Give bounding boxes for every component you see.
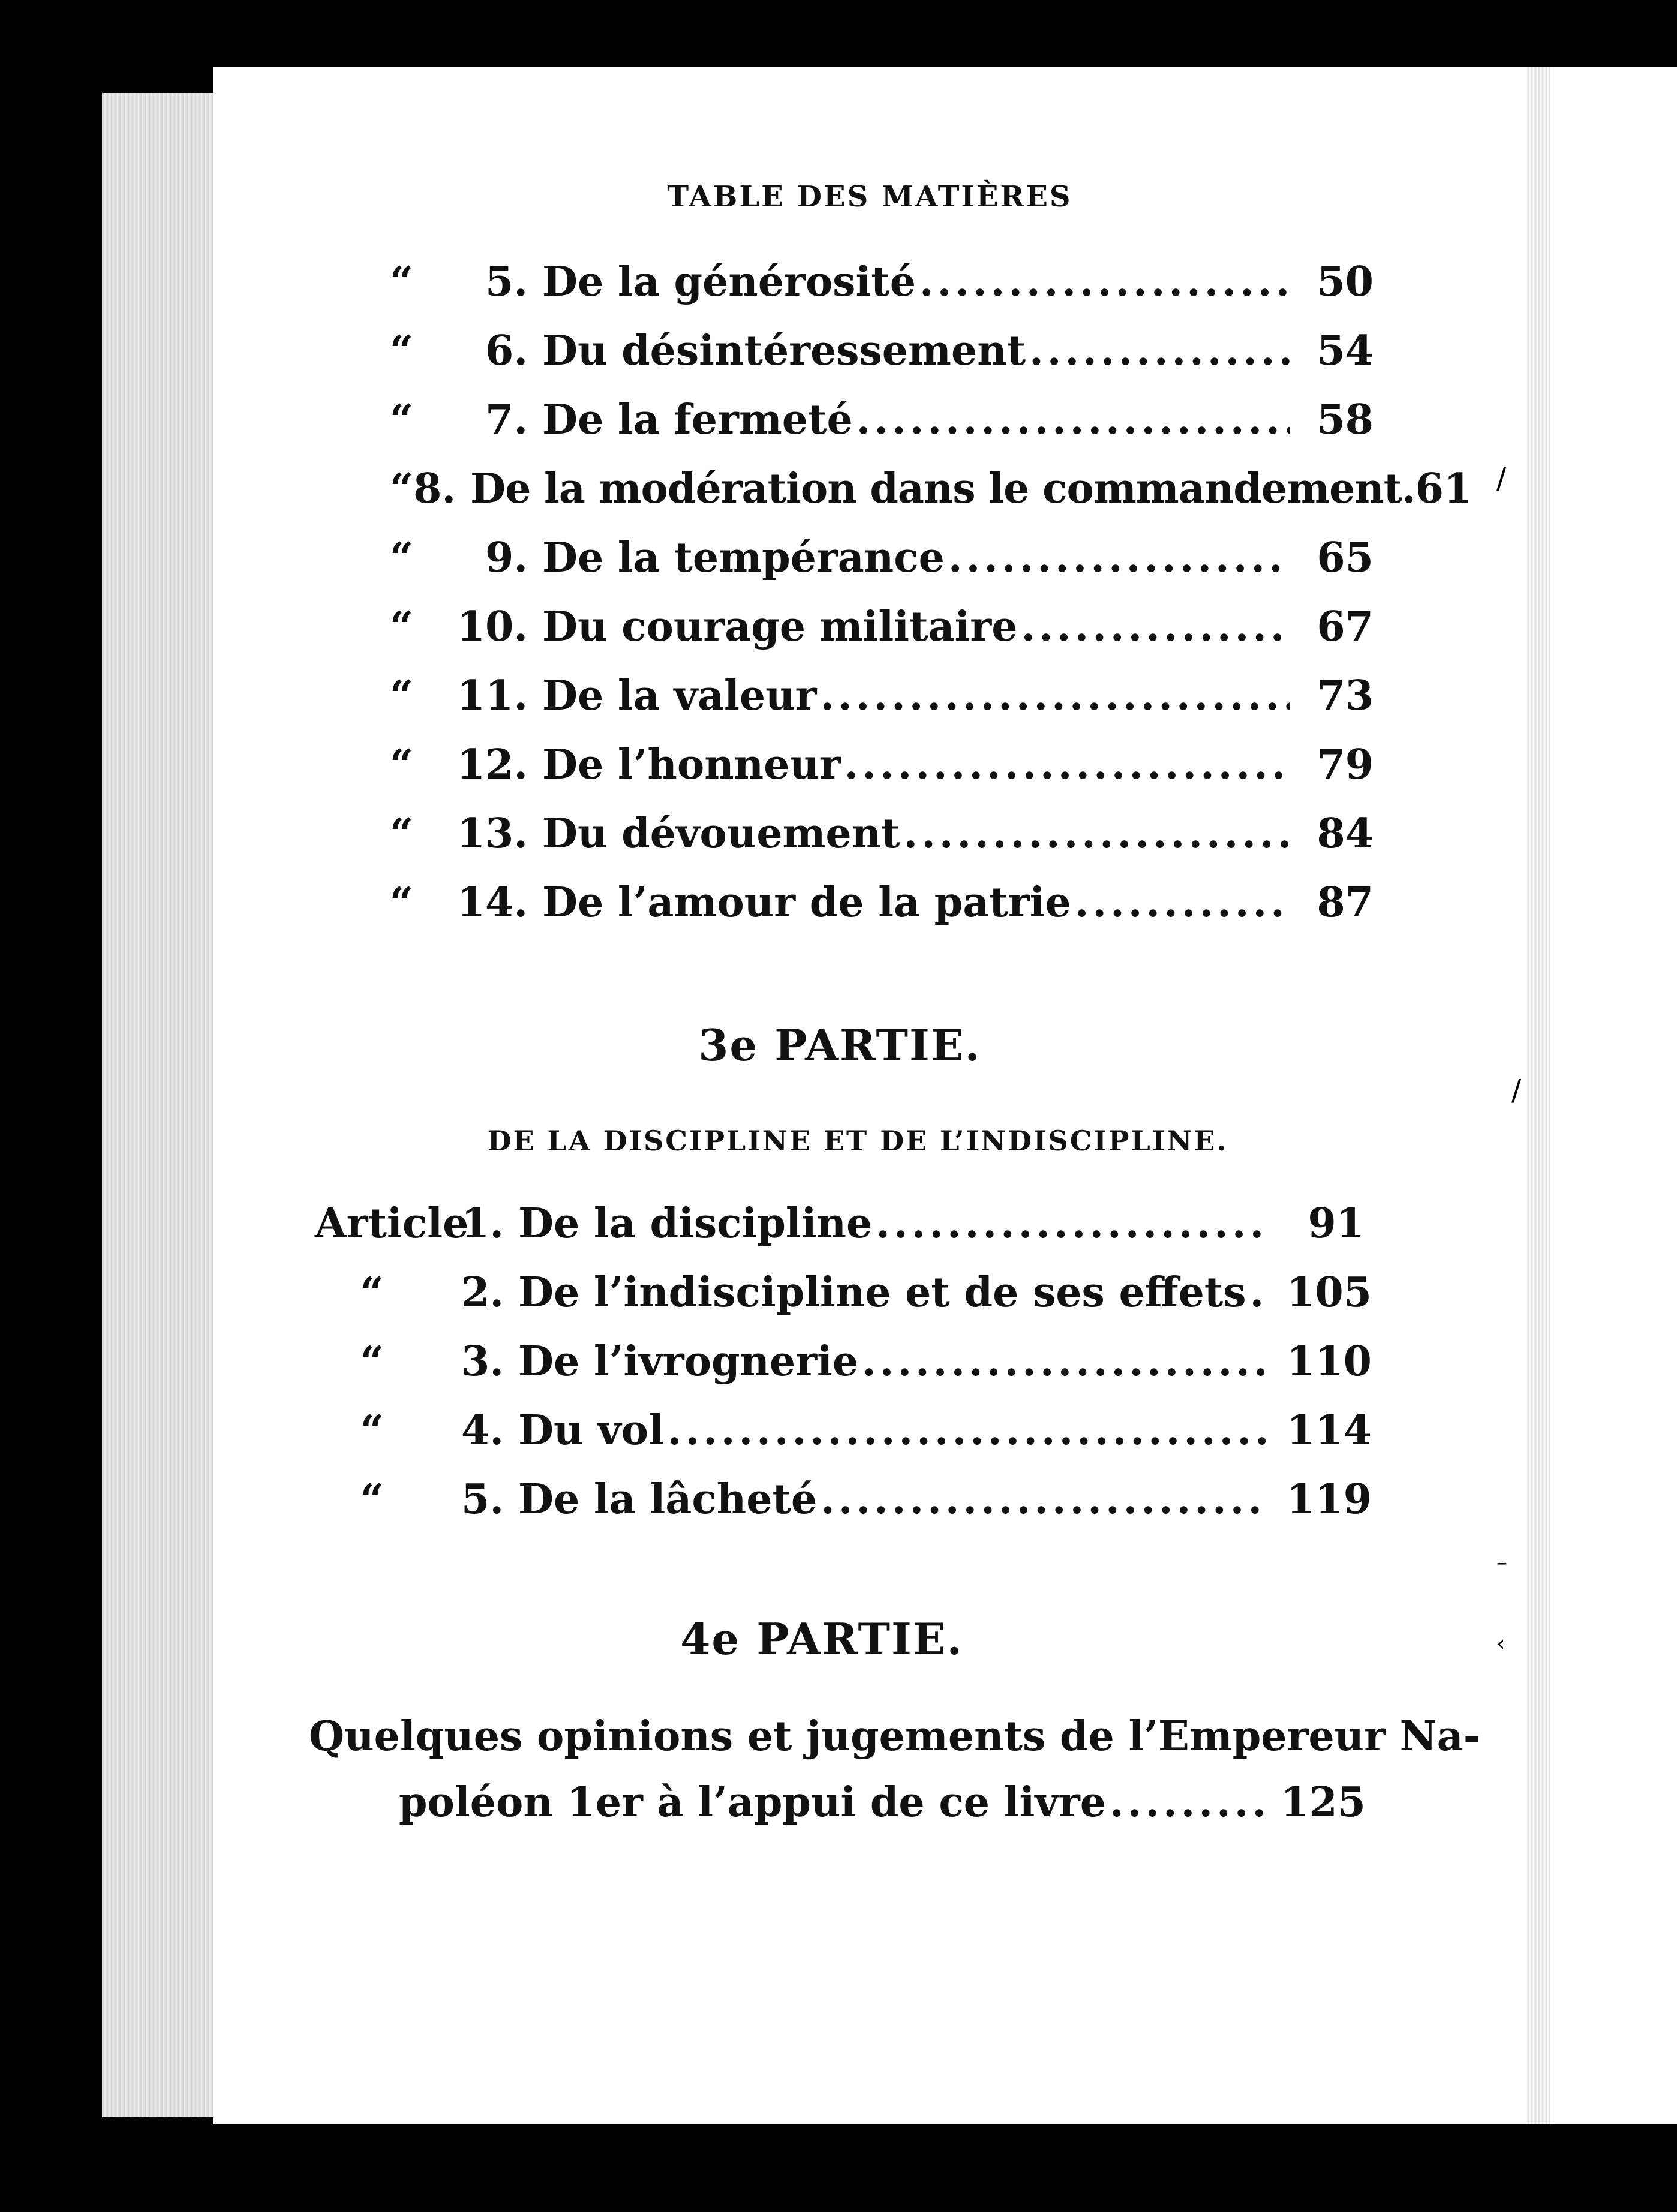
entry-page: 54 (1317, 327, 1374, 375)
entry-page: 105 (1287, 1269, 1372, 1317)
ditto-mark: “ (360, 1338, 384, 1385)
dot-leader (844, 741, 1290, 789)
dot-leader (856, 396, 1290, 444)
scan-mark: / (1511, 1074, 1522, 1107)
dot-leader (876, 1200, 1269, 1248)
entry-number: 11. (456, 672, 528, 720)
part4-entry-line2: poléon 1er à l’appui de ce livre (399, 1778, 1106, 1826)
entry-title: De l’ivrognerie (518, 1338, 859, 1385)
entry-number: 12. (456, 741, 528, 789)
entry-page: 67 (1317, 603, 1374, 651)
scan-mark: – (1496, 1550, 1507, 1575)
part4-entry-line1: Quelques opinions et jugements de l’Empereur Na- (309, 1712, 1481, 1760)
toc-entry (315, 1200, 1365, 1260)
scan-mark: / (945, 33, 953, 61)
toc-entry (390, 741, 1374, 801)
dot-leader (1029, 327, 1290, 375)
entry-title: Du désintéressement (542, 327, 1026, 375)
entry-page: 110 (1287, 1338, 1372, 1385)
entry-title: Du dévouement (542, 810, 900, 858)
toc-entry (390, 672, 1374, 732)
dot-leader (919, 258, 1290, 306)
entry-title: De la lâcheté (518, 1475, 818, 1523)
article-label: Article (315, 1200, 469, 1248)
ditto-mark: “ (390, 741, 414, 789)
entry-number: 6. (485, 327, 528, 375)
ditto-mark: “ (360, 1475, 384, 1523)
toc-entry (315, 1475, 1372, 1535)
entry-number: 5. (485, 258, 528, 306)
dot-leader (821, 1475, 1269, 1523)
entry-page: 125 (1281, 1778, 1366, 1826)
entry-page: 73 (1317, 672, 1374, 720)
toc-entry (390, 603, 1374, 663)
entry-title: De la valeur (542, 672, 817, 720)
entry-number: 3. (461, 1338, 504, 1385)
entry-number: 5. (461, 1475, 504, 1523)
entry-page: 58 (1317, 396, 1374, 444)
page-edge (102, 93, 213, 2117)
entry-number: 1. (461, 1200, 504, 1248)
scan-mark: / (1496, 462, 1507, 495)
toc-entry (399, 1778, 1366, 1838)
toc-entry (390, 396, 1374, 456)
dot-leader (1110, 1778, 1263, 1826)
scan-mark: ‹ (1496, 1631, 1505, 1656)
ditto-mark: “ (390, 258, 414, 306)
entry-page: 114 (1287, 1406, 1372, 1454)
entry-number: 4. (461, 1406, 504, 1454)
entry-page: 119 (1287, 1475, 1372, 1523)
entry-title: De la générosité (542, 258, 916, 306)
ditto-mark: “ (390, 396, 414, 444)
ditto-mark: “ (360, 1406, 384, 1454)
toc-entry (390, 879, 1374, 939)
ditto-mark: “ (390, 465, 414, 513)
dot-leader (820, 672, 1290, 720)
scan-mark: | (1194, 36, 1202, 64)
part3-title: 3e PARTIE. (698, 1020, 981, 1071)
entry-page: 84 (1317, 810, 1374, 858)
entry-page: 91 (1308, 1200, 1365, 1248)
dot-leader (904, 810, 1290, 858)
entry-number: 13. (456, 810, 528, 858)
ditto-mark: “ (360, 1269, 384, 1317)
entry-page: 87 (1317, 879, 1374, 927)
entry-number: 7. (485, 396, 528, 444)
dot-leader (1021, 603, 1290, 651)
part3-subtitle: DE LA DISCIPLINE ET DE L’INDISCIPLINE. (487, 1125, 1228, 1157)
entry-title: Du courage militaire (542, 603, 1018, 651)
dot-leader (1250, 1269, 1269, 1317)
page-header: TABLE DES MATIÈRES (667, 180, 1072, 214)
toc-entry (315, 1406, 1372, 1466)
ditto-mark: “ (390, 603, 414, 651)
entry-page: 65 (1317, 534, 1374, 582)
entry-number: 2. (461, 1269, 504, 1317)
entry-page: 61 (1415, 465, 1472, 513)
entry-title: De l’honneur (542, 741, 841, 789)
part4-title: 4e PARTIE. (680, 1613, 963, 1664)
ditto-mark: “ (390, 810, 414, 858)
toc-entry (315, 1269, 1372, 1329)
ditto-mark: “ (390, 327, 414, 375)
entry-page: 79 (1317, 741, 1374, 789)
toc-entry (390, 327, 1374, 387)
dot-leader (1075, 879, 1290, 927)
toc-entry (390, 258, 1374, 318)
dot-leader (668, 1406, 1269, 1454)
entry-title: Du vol (518, 1406, 664, 1454)
entry-number: 14. (456, 879, 528, 927)
entry-title: De l’amour de la patrie (542, 879, 1071, 927)
dot-leader (948, 534, 1290, 582)
entry-title: De la tempérance (542, 534, 945, 582)
entry-title: De la discipline (518, 1200, 873, 1248)
ditto-mark: “ (390, 879, 414, 927)
toc-entry (390, 534, 1374, 594)
entry-title: De la fermeté (542, 396, 853, 444)
binding-strip (1526, 67, 1550, 2124)
entry-page: 50 (1317, 258, 1374, 306)
facing-page (1550, 67, 1677, 2124)
toc-entry (390, 465, 1472, 525)
ditto-mark: “ (390, 672, 414, 720)
entry-title: De la modération dans le commandement. (470, 465, 1415, 513)
toc-entry (390, 810, 1374, 870)
entry-number: 8. (413, 465, 456, 513)
entry-number: 9. (485, 534, 528, 582)
ditto-mark: “ (390, 534, 414, 582)
dot-leader (862, 1338, 1269, 1385)
entry-title: De l’indiscipline et de ses effets (518, 1269, 1246, 1317)
entry-number: 10. (456, 603, 528, 651)
toc-entry (315, 1338, 1372, 1397)
